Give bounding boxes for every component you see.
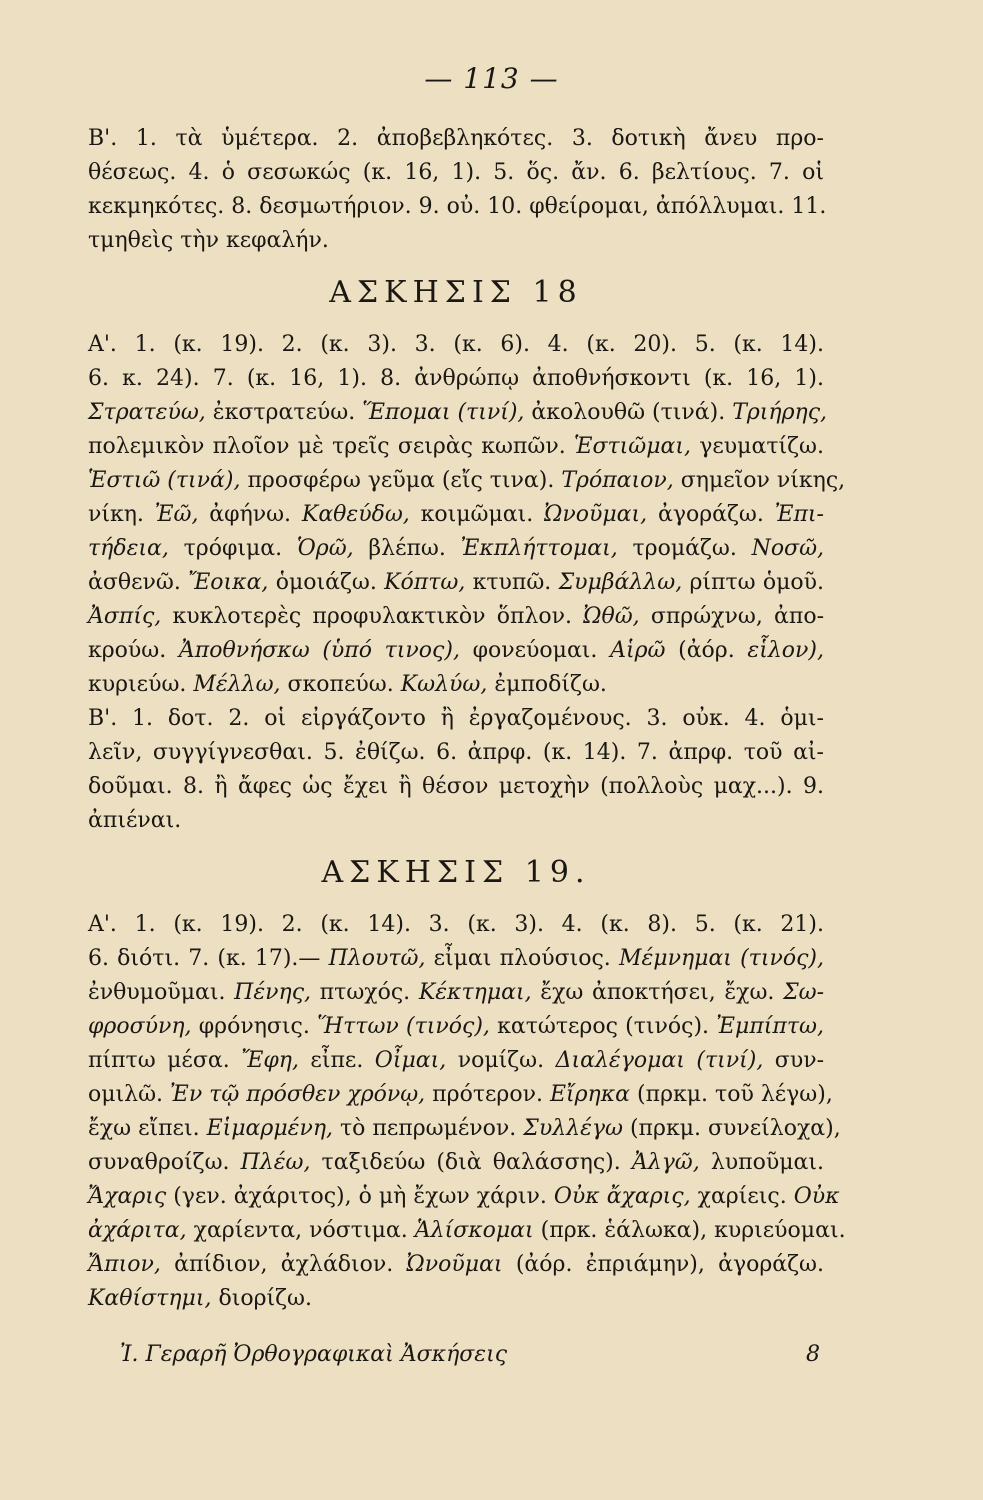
- text-segment: κυριεύω.: [88, 672, 194, 697]
- text-line: [88, 122, 824, 156]
- text-segment: εἶπε.: [298, 1048, 375, 1073]
- italic-term: Ἐμπίπτω,: [716, 1014, 824, 1039]
- text-line: [88, 634, 824, 668]
- text-line: [88, 566, 824, 600]
- italic-term: Ἑστιῶ (τινά),: [88, 468, 241, 493]
- text-line: [88, 736, 824, 770]
- text-line: [88, 464, 846, 498]
- italic-term: Μέμνημαι (τινός),: [618, 946, 824, 971]
- italic-term: Εἴρηκα: [549, 1082, 631, 1107]
- italic-term: Αἱρῶ: [610, 638, 666, 663]
- italic-term: Εἱμαρμένη,: [206, 1116, 333, 1141]
- italic-term: Συμβάλλω,: [558, 570, 683, 595]
- text-segment: 6. διότι. 7. (κ. 17).—: [88, 946, 329, 971]
- text-segment: ἀπιέναι.: [88, 808, 182, 833]
- footer-book-title: Ἰ. Γεραρῆ Ὀρθογραφικαὶ Ἀσκήσεις: [120, 1342, 508, 1367]
- italic-term: Κωλύω,: [400, 672, 488, 697]
- italic-term: Ἐν τῷ πρόσθεν χρόνῳ,: [170, 1082, 426, 1107]
- italic-term: φροσύνη,: [88, 1014, 192, 1039]
- italic-term: Ἀλγῶ,: [631, 1150, 700, 1175]
- text-segment: πολεμικὸν πλοῖον μὲ τρεῖς σειρὰς κωπῶν.: [88, 434, 574, 459]
- italic-term: Τριήρης,: [732, 400, 828, 425]
- italic-term: Πλέω,: [240, 1150, 311, 1175]
- text-segment: (πρκμ. τοῦ λέγω),: [630, 1082, 833, 1107]
- text-segment: (ἀόρ.: [665, 638, 748, 663]
- text-segment: (ἀόρ. ἐπριάμην), ἀγοράζω.: [502, 1252, 824, 1277]
- text-line: [88, 942, 824, 976]
- text-segment: κυκλοτερὲς προφυλακτικὸν ὅπλον.: [161, 604, 584, 629]
- text-segment: ἀκολουθῶ (τινά).: [524, 400, 733, 425]
- italic-term: Ἥττων (τινός),: [317, 1014, 490, 1039]
- italic-term: Οὐκ: [793, 1184, 840, 1209]
- text-segment: κτυπῶ.: [465, 570, 559, 595]
- text-segment: Β'. 1. τὰ ὑμέτερα. 2. ἀποβεβληκότες. 3. δοτικὴ ἄνευ προ-: [88, 126, 824, 151]
- italic-term: Ὠνοῦμαι,: [544, 502, 648, 527]
- text-line: [88, 668, 824, 702]
- text-segment: φονεύομαι.: [459, 638, 611, 663]
- text-segment: (πρκ. ἑάλωκα), κυριεύομαι.: [533, 1218, 846, 1243]
- text-segment: προσφέρω γεῦμα (εἴς τινα).: [240, 468, 562, 493]
- italic-term: Μέλλω,: [193, 672, 281, 697]
- italic-term: Κέκτημαι,: [418, 980, 532, 1005]
- italic-term: Νοσῶ,: [751, 536, 825, 561]
- text-segment: συναθροίζω.: [88, 1150, 241, 1175]
- page-body: [88, 122, 846, 1316]
- text-line: [88, 1044, 824, 1078]
- text-line: [88, 328, 824, 362]
- text-segment: εἶμαι πλούσιος.: [425, 946, 619, 971]
- text-segment: 6. κ. 24). 7. (κ. 16, 1). 8. ἀνθρώπῳ ἀποθνήσκοντι (κ. 16, 1).: [88, 366, 824, 391]
- text-segment: τρομάζω.: [617, 536, 752, 561]
- text-segment: συν-: [763, 1048, 825, 1073]
- footer-signature-mark: 8: [806, 1342, 820, 1367]
- italic-term: Καθεύδω,: [301, 502, 410, 527]
- italic-term: Πένης,: [234, 980, 312, 1005]
- text-segment: ἐμποδίζω.: [487, 672, 607, 697]
- text-segment: (γεν. ἀχάριτος), ὁ μὴ ἔχων χάριν.: [166, 1184, 554, 1209]
- italic-term: Ἕπομαι (τινί),: [362, 400, 525, 425]
- text-line: [88, 1214, 846, 1248]
- text-segment: ρίπτω ὁμοῦ.: [682, 570, 824, 595]
- text-line: [88, 804, 824, 838]
- text-line: [88, 532, 824, 566]
- text-segment: κοιμῶμαι.: [409, 502, 545, 527]
- italic-term: ἀχάριτα,: [88, 1218, 187, 1243]
- italic-term: Ὠνοῦμαι: [406, 1252, 503, 1277]
- text-segment: νίκη.: [88, 502, 155, 527]
- text-segment: Α'. 1. (κ. 19). 2. (κ. 14). 3. (κ. 3). 4. (κ. 8). 5. (κ. 21).: [88, 912, 824, 937]
- italic-term: Ἔφη,: [241, 1048, 299, 1073]
- text-segment: κατώτερος (τινός).: [489, 1014, 717, 1039]
- text-segment: τμηθεὶς τὴν κεφαλήν.: [88, 228, 329, 253]
- text-segment: χαρίεις.: [690, 1184, 794, 1209]
- italic-term: Συλλέγω: [523, 1116, 623, 1141]
- page-number: — 113 —: [424, 62, 559, 95]
- text-line: [88, 1078, 833, 1112]
- text-segment: πρότερον.: [425, 1082, 550, 1107]
- exercise-heading: ΑΣΚΗΣΙΣ 18: [329, 275, 583, 310]
- text-segment: ἔχω εἴπει.: [88, 1116, 207, 1141]
- text-line: [88, 1112, 841, 1146]
- text-segment: ἔχω ἀποκτήσει, ἔχω.: [531, 980, 784, 1005]
- italic-term: εἷλον),: [747, 638, 824, 663]
- italic-term: Ἐπι-: [774, 502, 824, 527]
- italic-term: Ἄχαρις: [88, 1184, 167, 1209]
- italic-term: Ἀποθνήσκω (ὑπό τινος),: [178, 638, 460, 663]
- text-line: [88, 224, 824, 258]
- italic-term: Ἔοικα,: [188, 570, 269, 595]
- text-segment: λεῖν, συγγίγνεσθαι. 5. ἐθίζω. 6. ἀπρφ. (κ. 14). 7. ἀπρφ. τοῦ αἰ-: [88, 740, 824, 765]
- text-segment: σημεῖον νίκης,: [673, 468, 846, 493]
- text-line: [88, 976, 824, 1010]
- italic-term: Τρόπαιον,: [561, 468, 674, 493]
- text-segment: ομιλῶ.: [88, 1082, 171, 1107]
- text-segment: ἀγοράζω.: [647, 502, 775, 527]
- italic-term: Οὐκ ἄχαρις,: [553, 1184, 691, 1209]
- text-segment: βλέπω.: [353, 536, 461, 561]
- italic-term: Πλουτῶ,: [328, 946, 426, 971]
- italic-term: Ἀσπίς,: [88, 604, 162, 629]
- text-segment: Β'. 1. δοτ. 2. οἱ εἰργάζοντο ἢ ἐργαζομένους. 3. οὐκ. 4. ὁμι-: [88, 706, 824, 731]
- text-segment: πίπτω μέσα.: [88, 1048, 242, 1073]
- text-segment: δοῦμαι. 8. ἢ ἄφες ὡς ἔχει ἢ θέσον μετοχὴν (πολλοὺς μαχ...). 9.: [88, 774, 824, 799]
- text-line: [88, 1248, 824, 1282]
- text-segment: τρόφιμα.: [168, 536, 297, 561]
- text-segment: φρόνησις.: [191, 1014, 318, 1039]
- text-line: [88, 156, 824, 190]
- text-segment: κεκμηκότες. 8. δεσμωτήριον. 9. οὐ. 10. φθείρομαι, ἀπόλλυμαι. 11.: [88, 194, 827, 219]
- text-segment: σκοπεύω.: [280, 672, 401, 697]
- text-line: [88, 396, 828, 430]
- text-segment: ταξιδεύω (διὰ θαλάσσης).: [310, 1150, 632, 1175]
- text-line: [88, 908, 824, 942]
- text-line: [88, 600, 824, 634]
- text-segment: διορίζω.: [211, 1286, 312, 1311]
- text-segment: (πρκμ. συνείλοχα),: [622, 1116, 841, 1141]
- text-segment: ἐνθυμοῦμαι.: [88, 980, 235, 1005]
- text-line: [88, 770, 824, 804]
- text-segment: κρούω.: [88, 638, 179, 663]
- italic-term: Ἁλίσκομαι: [414, 1218, 534, 1243]
- italic-term: Ὠθῶ,: [583, 604, 640, 629]
- text-segment: χαρίεντα, νόστιμα.: [186, 1218, 415, 1243]
- italic-term: Οἶμαι,: [374, 1048, 447, 1073]
- italic-term: Διαλέγομαι (τινί),: [555, 1048, 764, 1073]
- text-segment: τὸ πεπρωμένον.: [333, 1116, 524, 1141]
- page-footer: [120, 1342, 820, 1367]
- italic-term: Ἐῶ,: [154, 502, 199, 527]
- text-segment: ἀπίδιον, ἀχλάδιον.: [160, 1252, 407, 1277]
- italic-term: τήδεια,: [88, 536, 169, 561]
- italic-term: Στρατεύω,: [88, 400, 206, 425]
- text-line: [88, 702, 824, 736]
- text-line: [88, 362, 824, 396]
- italic-term: Ὁρῶ,: [296, 536, 354, 561]
- text-segment: πτωχός.: [311, 980, 419, 1005]
- text-segment: γευματίζω.: [691, 434, 824, 459]
- text-segment: ἀσθενῶ.: [88, 570, 189, 595]
- text-segment: θέσεως. 4. ὁ σεσωκώς (κ. 16, 1). 5. ὅς. ἄν. 6. βελτίους. 7. οἱ: [88, 160, 824, 185]
- text-line: [88, 190, 827, 224]
- text-segment: ὁμοιάζω.: [268, 570, 385, 595]
- italic-term: Σω-: [783, 980, 825, 1005]
- text-line: [88, 1180, 840, 1214]
- text-segment: νομίζω.: [446, 1048, 556, 1073]
- text-segment: σπρώχνω, ἀπο-: [639, 604, 825, 629]
- italic-term: Κόπτω,: [384, 570, 466, 595]
- text-line: [88, 1282, 824, 1316]
- text-segment: ἀφήνω.: [198, 502, 302, 527]
- italic-term: Καθίστημι,: [88, 1286, 212, 1311]
- italic-term: Ἄπιον,: [88, 1252, 161, 1277]
- text-line: [88, 498, 824, 532]
- exercise-heading: ΑΣΚΗΣΙΣ 19.: [321, 855, 591, 890]
- text-line: [88, 1010, 824, 1044]
- text-line: [88, 1146, 824, 1180]
- text-segment: λυποῦμαι.: [699, 1150, 824, 1175]
- text-line: [88, 430, 824, 464]
- italic-term: Ἐκπλήττομαι,: [460, 536, 618, 561]
- text-segment: ἐκστρατεύω.: [205, 400, 363, 425]
- italic-term: Ἑστιῶμαι,: [573, 434, 691, 459]
- text-segment: Α'. 1. (κ. 19). 2. (κ. 3). 3. (κ. 6). 4. (κ. 20). 5. (κ. 14).: [88, 332, 824, 357]
